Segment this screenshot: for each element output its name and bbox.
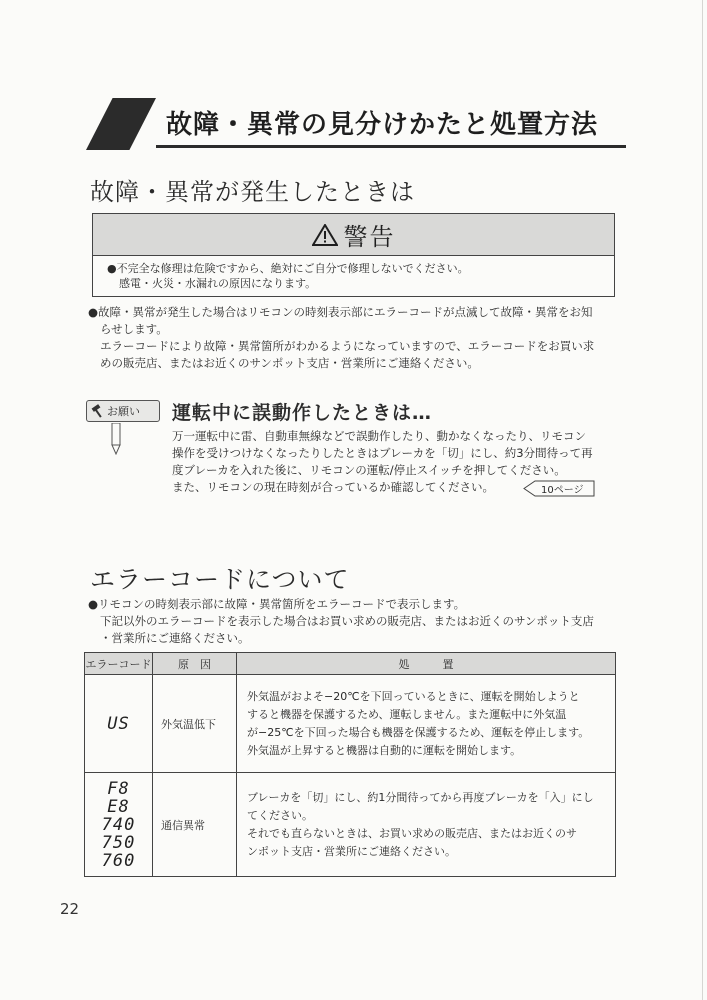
onegai-tag — [86, 400, 160, 422]
table-header-row — [85, 653, 616, 675]
remedy-line: それでも直らないときは、お買い求めの販売店、またはお近くのサ — [247, 826, 577, 840]
warning-header — [93, 214, 614, 256]
warning-triangle-icon — [312, 224, 338, 246]
notice-paragraph — [88, 304, 594, 372]
cause-cell: 通信異常 — [153, 773, 237, 877]
error-code: 740 — [101, 814, 136, 835]
error-code-cell — [85, 773, 153, 877]
error-code: 750 — [101, 832, 136, 853]
warning-title: 警告 — [343, 223, 396, 251]
page-reference — [523, 480, 593, 496]
warning-line: 感電・火災・水漏れの原因になります。 — [119, 277, 317, 290]
remedy-line: 外気温が上昇すると機器は自動的に運転を開始します。 — [247, 743, 522, 757]
notice-line: ●故障・異常が発生した場合はリモコンの時刻表示部にエラーコードが点滅して故障・異常をお知 — [88, 305, 593, 319]
scan-edge-line — [702, 0, 703, 1000]
malfunction-line: 操作を受けつけなくなったりしたときはブレーカを「切」にし、約3分間待って再 — [172, 446, 593, 460]
remedy-line: てください。 — [247, 808, 313, 822]
remedy-line: ブレーカを「切」にし、約1分間待ってから再度ブレーカを「入」にし — [247, 790, 594, 804]
page-title: 故障・異常の見分けかたと処置方法 — [166, 110, 599, 140]
table-header-cause: 原 因 — [153, 653, 237, 675]
error-code-table — [84, 652, 616, 877]
warning-line: ●不完全な修理は危険ですから、絶対にご自分で修理しないでください。 — [107, 262, 469, 275]
error-code: E8 — [107, 796, 130, 817]
remedy-cell — [237, 773, 616, 877]
header-rule — [156, 145, 626, 148]
remedy-line: が−25℃を下回った場合も機器を保護するため、運転を停止します。 — [247, 725, 590, 739]
malfunction-heading: 運転中に誤動作したときは… — [172, 402, 433, 424]
section-heading-failure: 故障・異常が発生したときは — [90, 178, 415, 206]
notice-line: らせします。 — [100, 322, 168, 336]
warning-box — [92, 213, 615, 297]
malfunction-line: 度ブレーカを入れた後に、リモコンの運転/停止スイッチを押してください。 — [172, 463, 566, 477]
remedy-cell — [237, 675, 616, 773]
error-code-line: 下記以外のエラーコードを表示した場合はお買い求めの販売店、またはお近くのサンポット支店 — [100, 614, 594, 628]
table-header-remedy: 処 置 — [237, 653, 616, 675]
error-code-line: ●リモコンの時刻表示部に故障・異常箇所をエラーコードで表示します。 — [88, 597, 466, 611]
table-row — [85, 675, 616, 773]
remedy-line: すると機器を保護するため、運転しません。また運転中に外気温 — [247, 707, 567, 721]
table-header-code: エラーコード — [85, 653, 153, 675]
table-row — [85, 773, 616, 877]
error-code-paragraph — [88, 596, 594, 647]
error-code: F8 — [107, 778, 130, 799]
onegai-tag-label: お願い — [107, 405, 140, 418]
error-code: 760 — [101, 850, 136, 871]
notice-line: エラーコードにより故障・異常箇所がわかるようになっていますので、エラーコードをお買い求 — [100, 339, 595, 353]
header-slant-mark — [86, 98, 156, 150]
page-header — [86, 98, 626, 150]
malfunction-line: また、リモコンの現在時刻が合っているか確認してください。 — [172, 480, 494, 494]
remedy-line: 外気温がおよそ−20℃を下回っているときに、運転を開始しようと — [247, 689, 580, 703]
page-number: 22 — [60, 900, 80, 918]
cause-cell: 外気温低下 — [153, 675, 237, 773]
error-code: US — [107, 713, 130, 734]
notice-line: めの販売店、またはお近くのサンポット支店・営業所にご連絡ください。 — [100, 356, 479, 370]
error-code-cell — [85, 675, 153, 773]
error-code-line: ・営業所にご連絡ください。 — [100, 631, 250, 645]
pencil-icon — [108, 423, 124, 455]
malfunction-line: 万一運転中に雷、自動車無線などで誤動作したり、動かなくなったり、リモコン — [172, 429, 586, 443]
page-reference-label: 10ページ — [541, 485, 584, 496]
remedy-line: ンポット支店・営業所にご連絡ください。 — [247, 844, 456, 858]
warning-body — [93, 256, 614, 291]
section-heading-error-codes: エラーコードについて — [90, 565, 350, 594]
hammer-icon — [91, 404, 105, 418]
